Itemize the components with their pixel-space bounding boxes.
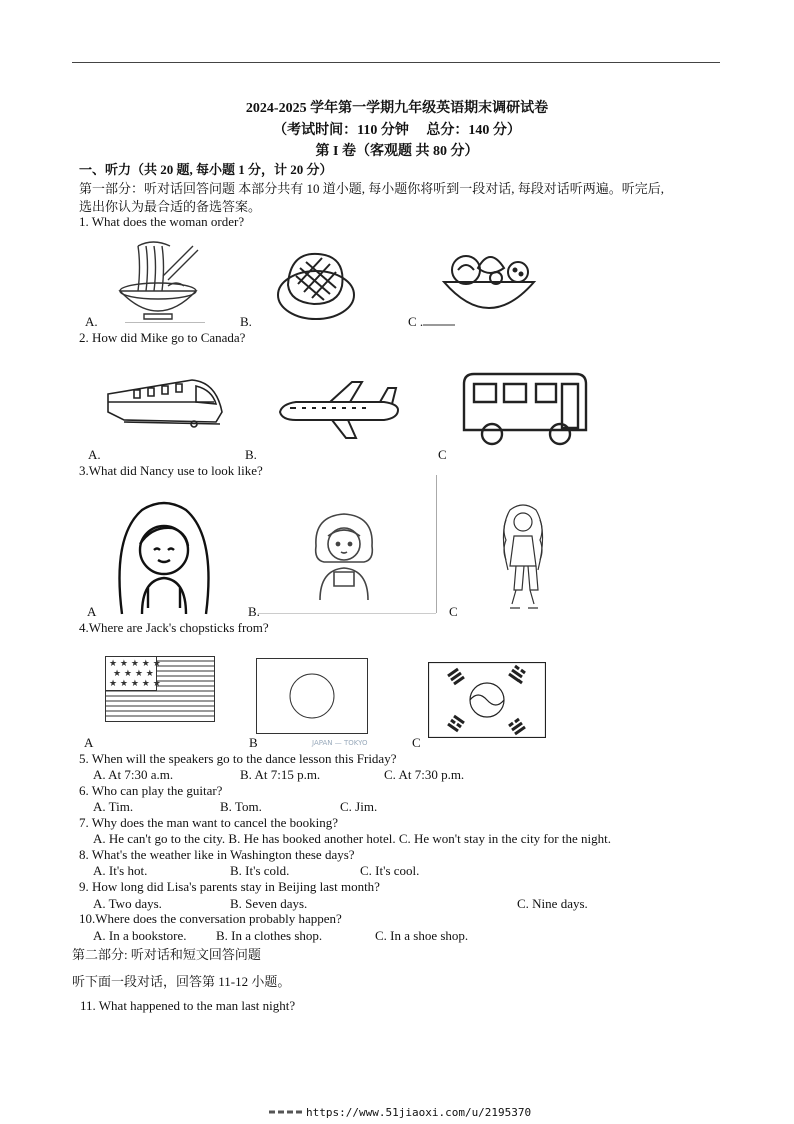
footer-url[interactable]: https://www.51jiaoxi.com/u/2195370	[306, 1106, 532, 1119]
q1-option-c: C .	[408, 314, 424, 329]
q9-option-c: C. Nine days.	[517, 896, 588, 911]
q5-option-a: A. At 7:30 a.m.	[93, 767, 174, 782]
usa-flag-image	[105, 656, 215, 722]
q5-option-c: C. At 7:30 p.m.	[384, 767, 465, 782]
long-hair-girl-image	[112, 496, 216, 616]
korea-flag-image	[428, 662, 546, 738]
q10-text: 10.Where does the conversation probably happen?	[79, 911, 342, 926]
q5-option-b: B. At 7:15 p.m.	[240, 767, 321, 782]
section1-instruction-2: 选出你认为最合适的备选答案。	[79, 199, 262, 214]
flag-caption: JAPAN — TOKYO	[312, 739, 368, 747]
q4-text: 4.Where are Jack's chopsticks from?	[79, 620, 269, 635]
airplane-image	[272, 378, 402, 444]
q5-text: 5. When will the speakers go to the dance lesson this Friday?	[79, 751, 397, 766]
q4-option-a: A	[84, 735, 94, 750]
q1-option-a: A.	[85, 314, 98, 329]
q9-text: 9. How long did Lisa's parents stay in Beijing last month?	[79, 879, 380, 894]
q2-option-a: A.	[88, 447, 101, 462]
q8-option-b: B. It's cold.	[230, 863, 290, 878]
bus-image	[458, 370, 592, 448]
japan-flag-image	[256, 658, 368, 734]
divider	[436, 475, 437, 613]
exam-title: 2024-2025 学年第一学期九年级英语期末调研试卷	[245, 101, 549, 116]
q11-text: 11. What happened to the man last night?	[80, 998, 296, 1013]
q3-option-a: A	[87, 604, 97, 619]
q1-option-b: B.	[240, 314, 252, 329]
q3-text: 3.What did Nancy use to look like?	[79, 463, 263, 478]
underline	[125, 322, 205, 323]
q8-option-c: C. It's cool.	[360, 863, 420, 878]
divider	[258, 613, 436, 614]
top-rule	[72, 62, 720, 63]
q2-text: 2. How did Mike go to Canada?	[79, 330, 246, 345]
q9-option-b: B. Seven days.	[230, 896, 308, 911]
volume-heading: 第 I 卷（客观题 共 80 分）	[315, 144, 479, 159]
q2-option-c: C	[438, 447, 447, 462]
noodles-image	[108, 236, 208, 326]
q9-option-a: A. Two days.	[93, 896, 162, 911]
q10-option-b: B. In a clothes shop.	[216, 928, 323, 943]
q7-text: 7. Why does the man want to cancel the booking?	[79, 815, 338, 830]
section1-heading: 一、听力（共 20 题, 每小题 1 分，计 20 分）	[79, 162, 333, 177]
section1-instruction-1: 第一部分：听对话回答问题 本部分共有 10 道小题, 每小题你将听到一段对话, 每段对话听两遍。听完后,	[79, 181, 665, 196]
q1-text: 1. What does the woman order?	[79, 214, 245, 229]
exam-subtitle: （考试时间：110 分钟 总分：140 分）	[273, 123, 521, 138]
short-hair-girl-image	[304, 506, 384, 602]
svg-text:★ ★ ★ ★ ★: ★ ★ ★ ★ ★	[109, 679, 161, 689]
q6-option-b: B. Tom.	[220, 799, 262, 814]
underline	[423, 324, 455, 326]
q10-option-c: C. In a shoe shop.	[375, 928, 469, 943]
section2-heading: 第二部分: 听对话和短文回答问题	[72, 947, 261, 962]
q6-option-a: A. Tim.	[93, 799, 134, 814]
q6-text: 6. Who can play the guitar?	[79, 783, 223, 798]
curly-hair-girl-image	[494, 500, 552, 616]
svg-text:★ ★ ★ ★: ★ ★ ★ ★	[113, 669, 154, 679]
q6-option-c: C. Jim.	[340, 799, 378, 814]
q10-option-a: A. In a bookstore.	[93, 928, 187, 943]
footer-logo	[268, 1107, 304, 1117]
q3-option-b: B.	[248, 604, 260, 619]
train-image	[104, 372, 226, 430]
section2-instruction: 听下面一段对话，回答第 11-12 小题。	[72, 974, 291, 989]
q8-text: 8. What's the weather like in Washington these days?	[79, 847, 355, 862]
salad-image	[438, 238, 540, 328]
q4-option-b: B	[249, 735, 258, 750]
q7-options: A. He can't go to the city. B. He has booked another hotel. C. He won't stay in the city for the night.	[93, 831, 611, 846]
steak-image	[268, 240, 363, 328]
q4-option-c: C	[412, 735, 421, 750]
q2-option-b: B.	[245, 447, 257, 462]
q8-option-a: A. It's hot.	[93, 863, 148, 878]
q3-option-c: C	[449, 604, 458, 619]
svg-text:★ ★ ★ ★ ★: ★ ★ ★ ★ ★	[109, 659, 161, 669]
